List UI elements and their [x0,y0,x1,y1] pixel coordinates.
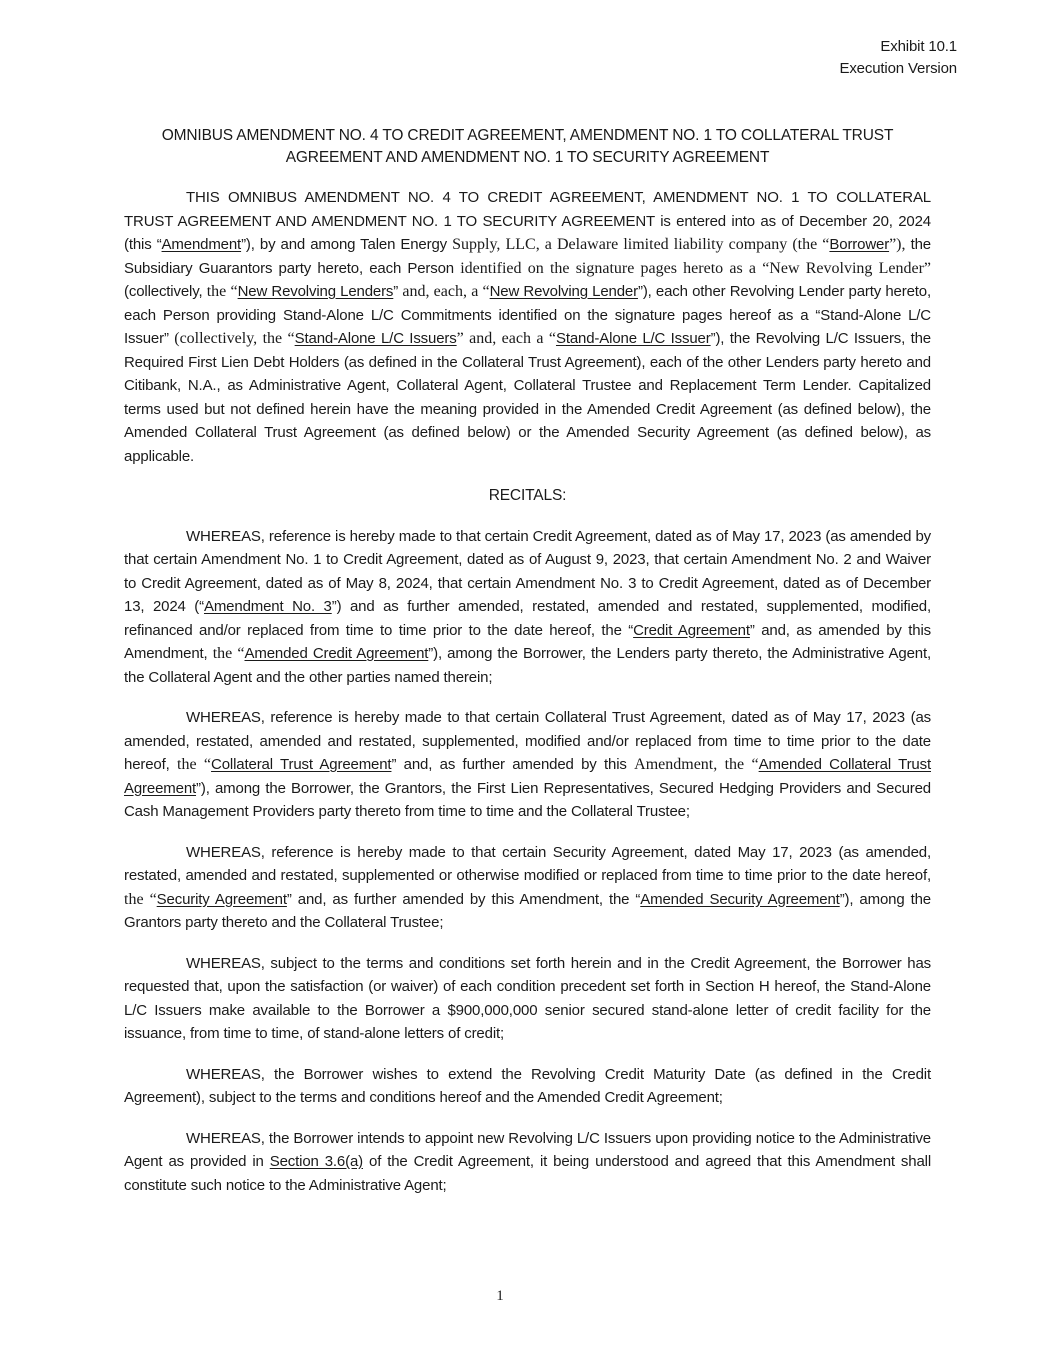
text-segment: WHEREAS, reference is hereby made to that certain Security Agreement, dated May 17, 2023 (as amended, restated, amended and restated, supplemented or otherwise modified or replaced from time to time prior to the date hereof, [124,843,931,884]
text-segment: the “ [177,756,212,773]
whereas-paragraph-6 [124,1127,931,1198]
text-segment: WHEREAS, subject to the terms and conditions set forth herein and in the Credit Agreement, the Borrower has requested that, upon the satisfaction (or waiver) of each condition precedent set forth in Section H hereof, the Stand-Alone L/C Issuers make available to the Borrower a $900,000,000 senior secured stand-alone letter of credit facility for the issuance, from time to time, of stand-alone letters of credit; [124,954,931,1042]
text-segment: WHEREAS, the Borrower wishes to extend the Revolving Credit Maturity Date (as defined in the Credit Agreement), subject to the terms and conditions hereof and the Amended Credit Agreement; [124,1065,931,1106]
defined-term: Amended Credit Agreement [244,645,429,662]
text-segment: (collectively, the “ [174,330,295,347]
text-segment: WHEREAS, the Borrower intends to appoint new Revolving L/C Issuers upon providing notice to the Administrative Agent as provided in [124,1129,931,1170]
text-segment: of the Credit Agreement, it being understood and agreed that this Amendment shall constitute such notice to the Administrative Agent; [124,1153,932,1194]
text-segment: ” and, as further amended by this Amendment, the “ [286,890,641,908]
text-segment: ”), each other Revolving Lender party hereto, each Person providing Stand-Alone L/C Commitments identified on the signature pages hereof as a “Stand-Alone L/C Issuer” [124,283,932,347]
text-segment: ” and, as further amended by this [391,756,635,773]
whereas-paragraph-4 [124,952,931,1046]
document-header [150,36,957,80]
exhibit-label: Exhibit 10.1 [880,38,957,55]
defined-term: New Revolving Lender [489,283,638,300]
defined-term: Amended Collateral Trust Agreement [124,756,931,797]
defined-term: New Revolving Lenders [237,283,394,300]
whereas-paragraph-2 [124,706,931,824]
text-segment: ” and, as amended by this Amendment, [124,621,931,662]
recitals-heading: RECITALS: [488,487,567,504]
defined-term: Stand-Alone L/C Issuers [294,330,457,347]
whereas-paragraph-3 [124,841,931,935]
whereas-paragraph-5 [124,1063,931,1110]
text-segment: the “ [206,283,238,300]
text-segment: and, each, a “ [398,283,490,300]
defined-term: Section 3.6(a) [269,1153,363,1170]
text-segment: ”), among the Borrower, the Lenders party thereto, the Administrative Agent, the Collateral Agent and the other parties named therein; [124,645,932,686]
text-segment: ”), by and among Talen Energy [241,236,453,253]
text-segment: ”) and as further amended, restated, amended and restated, supplemented, modified, refinanced and/or replaced from time to time prior to the date hereof, the “ [124,598,931,639]
defined-term: Amendment [161,236,242,253]
text-segment: the “ [212,645,245,662]
text-segment: Supply, LLC, a Delaware limited liability company (the “ [452,236,830,253]
defined-term: Borrower [829,236,890,253]
defined-term: Collateral Trust Agreement [211,756,392,773]
text-segment: THIS OMNIBUS AMENDMENT NO. 4 TO CREDIT AGREEMENT, AMENDMENT NO. 1 TO COLLATERAL TRUST AGREEMENT AND AMENDMENT NO. 1 TO SECURITY AGREEMENT is entered into as of December 20, 2024 (this “ [124,189,931,253]
defined-term: Amended Security Agreement [640,890,840,908]
text-segment: ”), the Revolving L/C Issuers, the Required First Lien Debt Holders (as defined in the Collateral Trust Agreement), each of the other Lenders party hereto and Citibank, N.A., as Administrative Agent, Collateral Agent, Collateral Trustee and Replacement Term Lender. Capitalized terms used but not defined herein have the meaning provided in the Amended Credit Agreement (as defined below), the Amended Collateral Trust Agreement (as defined below) or the Amended Security Agreement (as defined below), as applicable. [124,330,932,465]
text-segment: ” [393,283,399,300]
document-title: OMNIBUS AMENDMENT NO. 4 TO CREDIT AGREEMENT, AMENDMENT NO. 1 TO COLLATERAL TRUST AGREEMENT AND AMENDMENT NO. 1 TO SECURITY AGREEMENT [161,127,894,166]
defined-term: Security Agreement [156,890,287,908]
text-segment: (collectively, [124,283,207,300]
text-segment: ”), among the Borrower, the Grantors, the First Lien Representatives, Secured Hedging Providers and Secured Cash Management Providers party thereto from time to time and the Collateral Trustee; [124,779,931,820]
page-number: 1 [496,1288,504,1304]
text-segment: WHEREAS, reference is hereby made to that certain Collateral Trust Agreement, dated as of May 17, 2023 (as amended, restated, amended and restated, supplemented, modified and/or replaced from time to time prior to the date hereof, [124,709,931,773]
text-segment: Amendment, the “ [634,756,759,773]
text-segment: the Subsidiary Guarantors party hereto, each Person [124,236,932,277]
defined-term: Credit Agreement [633,621,750,639]
text-segment: ” and, each a “ [456,330,556,347]
whereas-paragraph-1 [124,525,931,690]
intro-paragraph [124,186,931,468]
text-segment: ”), [889,236,906,253]
text-segment: WHEREAS, reference is hereby made to that certain Credit Agreement, dated as of May 17, 2023 (as amended by that certain Amendment No. 1 to Credit Agreement, dated as of August 9, 2023, that certain Amendment No. 2 and Waiver to Credit Agreement, dated as of May 8, 2024, that certain Amendment No. 3 to Credit Agreement, dated as of December 13, 2024 (“ [124,527,931,615]
defined-term: Amendment No. 3 [203,598,332,615]
defined-term: Stand-Alone L/C Issuer [555,330,711,347]
execution-version-label: Execution Version [839,60,957,77]
text-segment: ”), among the Grantors party thereto and the Collateral Trustee; [124,890,931,931]
text-segment: the “ [124,890,157,908]
text-segment: identified on the signature pages hereto as a “New Revolving Lender” [460,259,931,277]
